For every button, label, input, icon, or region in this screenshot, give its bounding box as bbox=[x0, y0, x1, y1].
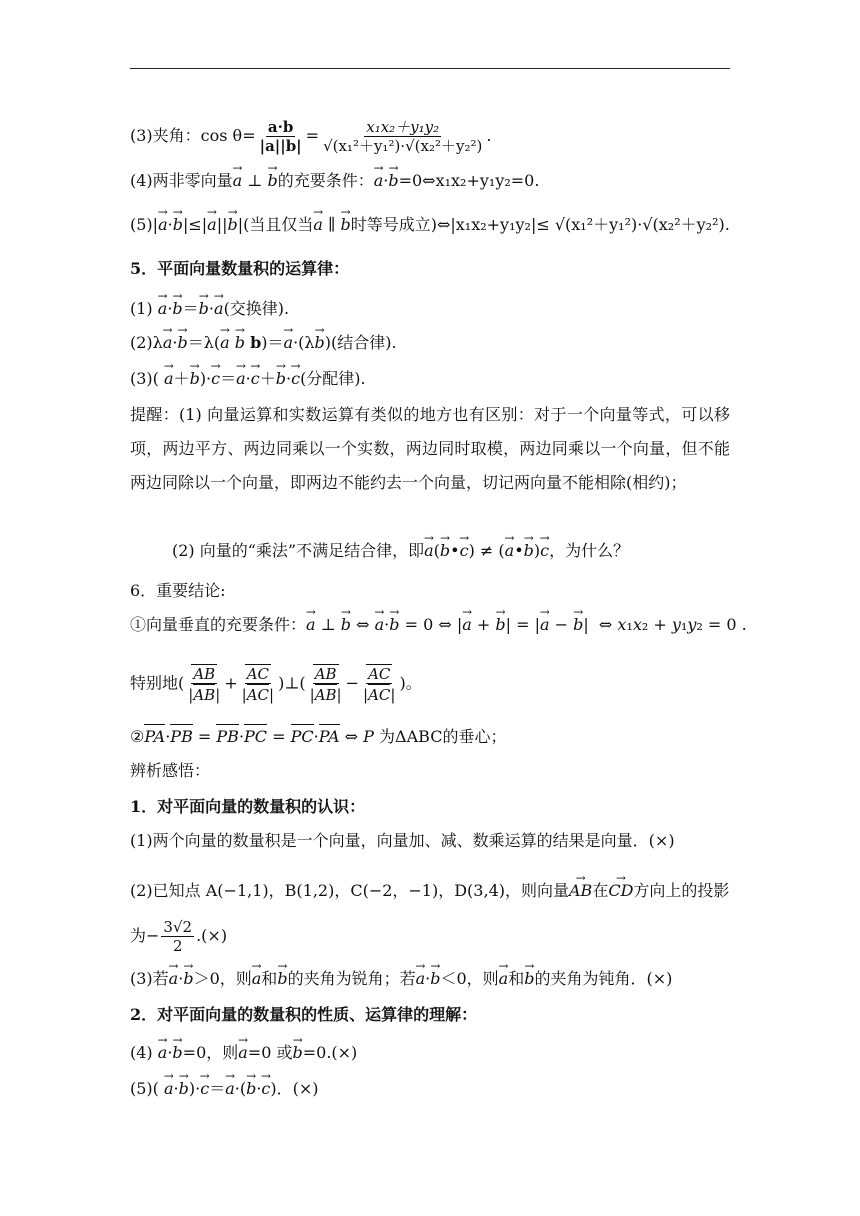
tip-paragraph: 提醒：(1) 向量运算和实数运算有类似的地方也有区别：对于一个向量等式，可以移项，两边平方、两边同乘以一个实数，两边同时取模，两边同乘以一个向量，但不能两边同除以一个向量，即两边不能约去一个向量，切记两向量不能相除(相约)； bbox=[130, 405, 730, 492]
item-2-answer: 为− $\frac{3√2}{2}$ .(×) bbox=[130, 918, 228, 955]
special-case-line: 特别地( $\frac{AB}{|AB|}$ + $\frac{AC}{|AC|}$ )⊥( $\frac{AB}{|AB|}$ − $\frac{AC}{|AC|}$ )。 bbox=[130, 665, 422, 704]
angle-formula-line: (3)夹角：cos θ= $\frac{a\cdot b}{|a||b|}$ = $\frac{\text{x₁x₂＋y₁y₂}}{\text{√(x₁²＋y₁²)·√(x₂²＋y₂²)}}$ . bbox=[130, 118, 492, 155]
orthocenter-line: ②PA·PB = PB·PC = PC·PA ⇔ P 为ΔABC的垂心； bbox=[130, 724, 506, 748]
item-5: (5)( → a·→ b)·→ c＝→ a·(→ b·→ c)．(×) bbox=[130, 1078, 319, 1100]
angle-fraction-coord: $\frac{\text{x₁x₂＋y₁y₂}}{\text{√(x₁²＋y₁²)·√(x₂²＋y₂²)}}$ bbox=[323, 118, 483, 155]
reflection-heading: 辨析感悟： bbox=[130, 761, 211, 780]
item-4: (4) → a·→ b=0，则→ a=0 或→ b=0.(×) bbox=[130, 1042, 357, 1064]
rule-associative: (2)λ→ a·→ b＝λ(→ a → b b)＝→ a·(λ→ b)(结合律). bbox=[130, 332, 397, 354]
header-rule bbox=[130, 68, 730, 69]
section6-heading: 6．重要结论: bbox=[130, 581, 226, 600]
item-2: (2)已知点 A(−1,1)，B(1,2)，C(−2，−1)，D(3,4)，则向量→ AB在→ CD方向上的投影 bbox=[130, 880, 729, 902]
item-3: (3)若→ a·→ b＞0，则→ a和→ b的夹角为锐角；若→ a·→ b＜0，则→ a和→ b的夹角为钝角．(×) bbox=[130, 968, 672, 990]
section5-heading: 5．平面向量数量积的运算律： bbox=[130, 259, 350, 278]
q2-heading: 2．对平面向量的数量积的性质、运算律的理解： bbox=[130, 1005, 478, 1024]
inequality-line: (5)|→ a·→ b|≤|→ a||→ b|(当且仅当→ a ∥ → b时等号成立)⇔|x₁x₂+y₁y₂|≤ √(x₁²＋y₁²)·√(x₂²＋y₂²). bbox=[130, 214, 730, 236]
conclusion-1: ①向量垂直的充要条件：→ a ⊥ → b ⇔ → a·→ b = 0 ⇔ |→ a + → b| = |→ a − → b| ⇔ x₁x₂ + y₁y₂ = 0 . bbox=[130, 614, 747, 636]
angle-fraction-vec: $\frac{a\cdot b}{|a||b|}$ bbox=[259, 118, 302, 155]
rule-commutative: (1) → a·→ b＝→ b·→ a(交换律). bbox=[130, 298, 289, 320]
item-1: (1)两个向量的数量积是一个向量，向量加、减、数乘运算的结果是向量．(×) bbox=[130, 831, 675, 850]
tip2-line: (2) 向量的“乘法”不满足结合律，即→ a(→ b•→ c) ≠ (→ a•→ b)→ c，为什么？ bbox=[172, 540, 629, 562]
angle-label: (3)夹角：cos θ= bbox=[130, 126, 256, 145]
q1-heading: 1．对平面向量的数量积的认识： bbox=[130, 797, 366, 816]
rule-distributive: (3)( → a＋→ b)·→ c＝→ a·→ c＋→ b·→ c(分配律). bbox=[130, 368, 366, 390]
perpendicular-line: (4)两非零向量→ a ⊥ → b的充要条件：→ a·→ b=0⇔x₁x₂+y₁y₂=0. bbox=[130, 170, 539, 192]
